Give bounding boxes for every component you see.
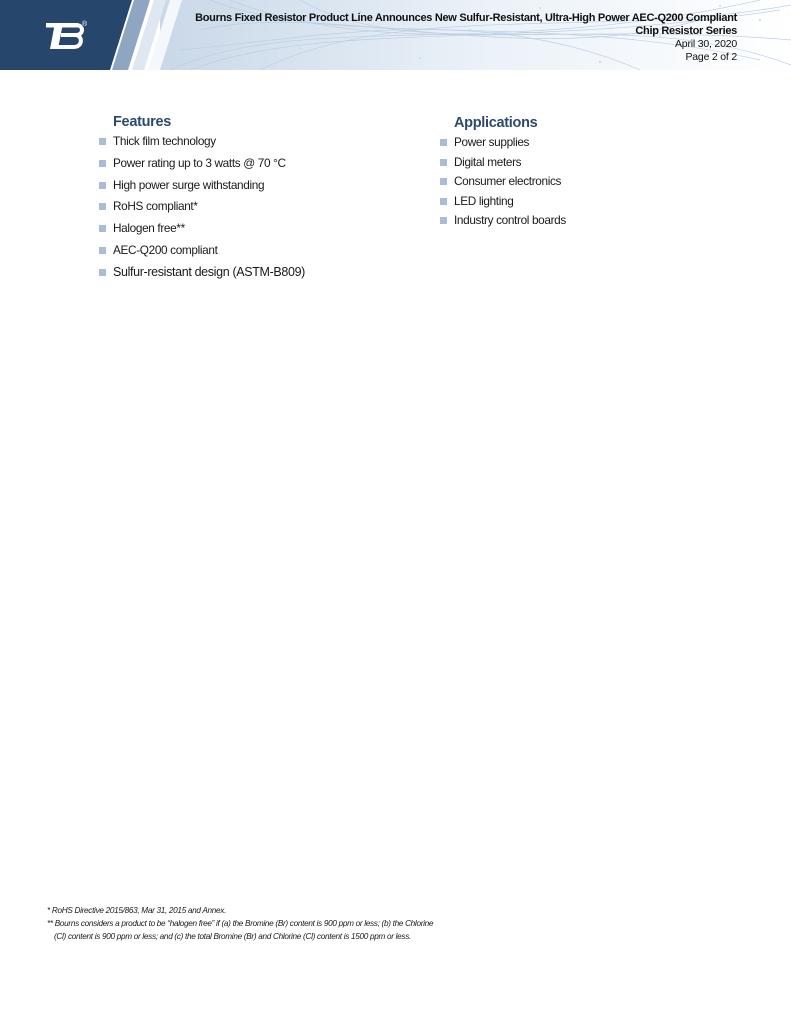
footnotes xyxy=(47,904,467,943)
square-bullet-icon xyxy=(440,178,447,185)
list-item xyxy=(113,156,305,178)
list-item xyxy=(113,199,305,221)
list-item xyxy=(113,134,305,156)
features-heading: Features xyxy=(113,114,172,130)
applications-heading: Applications xyxy=(454,115,538,131)
square-bullet-icon xyxy=(99,247,106,254)
list-item xyxy=(113,243,305,265)
feature-text: High power surge withstanding xyxy=(113,177,265,192)
application-text: LED lighting xyxy=(454,193,514,208)
footnote-rohs: * RoHS Directive 2015/863, Mar 31, 2015 and Annex. xyxy=(47,906,227,915)
page-number: Page 2 of 2 xyxy=(685,51,737,63)
applications-section xyxy=(454,115,566,233)
list-item xyxy=(454,174,566,194)
list-item xyxy=(113,221,305,243)
square-bullet-icon xyxy=(99,138,106,145)
square-bullet-icon xyxy=(440,139,447,146)
page-header xyxy=(0,0,791,70)
square-bullet-icon xyxy=(99,269,106,276)
square-bullet-icon xyxy=(99,225,106,232)
registered-mark: ® xyxy=(82,21,88,28)
features-section xyxy=(113,114,305,287)
footnote-halogen-line2: (Cl) content is 900 ppm or less; and (c) the total Bromine (Br) and Chlorine (Cl) content is 1500 ppm or less. xyxy=(54,932,411,941)
application-text: Industry control boards xyxy=(454,213,566,228)
application-text: Power supplies xyxy=(454,135,530,149)
feature-text: RoHS compliant* xyxy=(113,199,198,214)
list-item xyxy=(454,155,566,175)
feature-text: Sulfur-resistant design (ASTM-B809) xyxy=(113,264,305,279)
bourns-logo xyxy=(44,19,90,53)
application-text: Consumer electronics xyxy=(454,174,562,189)
square-bullet-icon xyxy=(440,198,447,205)
release-date: April 30, 2020 xyxy=(675,38,737,50)
header-text-block xyxy=(195,12,737,64)
applications-list xyxy=(454,135,566,233)
feature-text: Halogen free** xyxy=(113,221,185,236)
feature-text: AEC-Q200 compliant xyxy=(113,242,218,257)
square-bullet-icon xyxy=(440,159,447,166)
footnote-halogen-line1: ** Bourns considers a product to be “halogen free” if (a) the Bromine (Br) content is 900 ppm or less; (b) the Chlorine xyxy=(47,919,434,928)
list-item xyxy=(454,194,566,214)
list-item xyxy=(113,178,305,200)
square-bullet-icon xyxy=(99,182,106,189)
press-release-title-line2: Chip Resistor Series xyxy=(635,25,737,37)
feature-text: Thick film technology xyxy=(113,134,216,148)
square-bullet-icon xyxy=(99,160,106,167)
press-release-title-line1: Bourns Fixed Resistor Product Line Announces New Sulfur-Resistant, Ultra-High Power AEC-Q200 Compliant xyxy=(195,12,737,24)
square-bullet-icon xyxy=(440,217,447,224)
list-item xyxy=(454,213,566,233)
feature-text: Power rating up to 3 watts @ 70 °C xyxy=(113,155,286,170)
application-text: Digital meters xyxy=(454,154,522,169)
list-item xyxy=(454,135,566,155)
list-item xyxy=(113,265,305,287)
square-bullet-icon xyxy=(99,203,106,210)
features-list xyxy=(113,134,305,287)
